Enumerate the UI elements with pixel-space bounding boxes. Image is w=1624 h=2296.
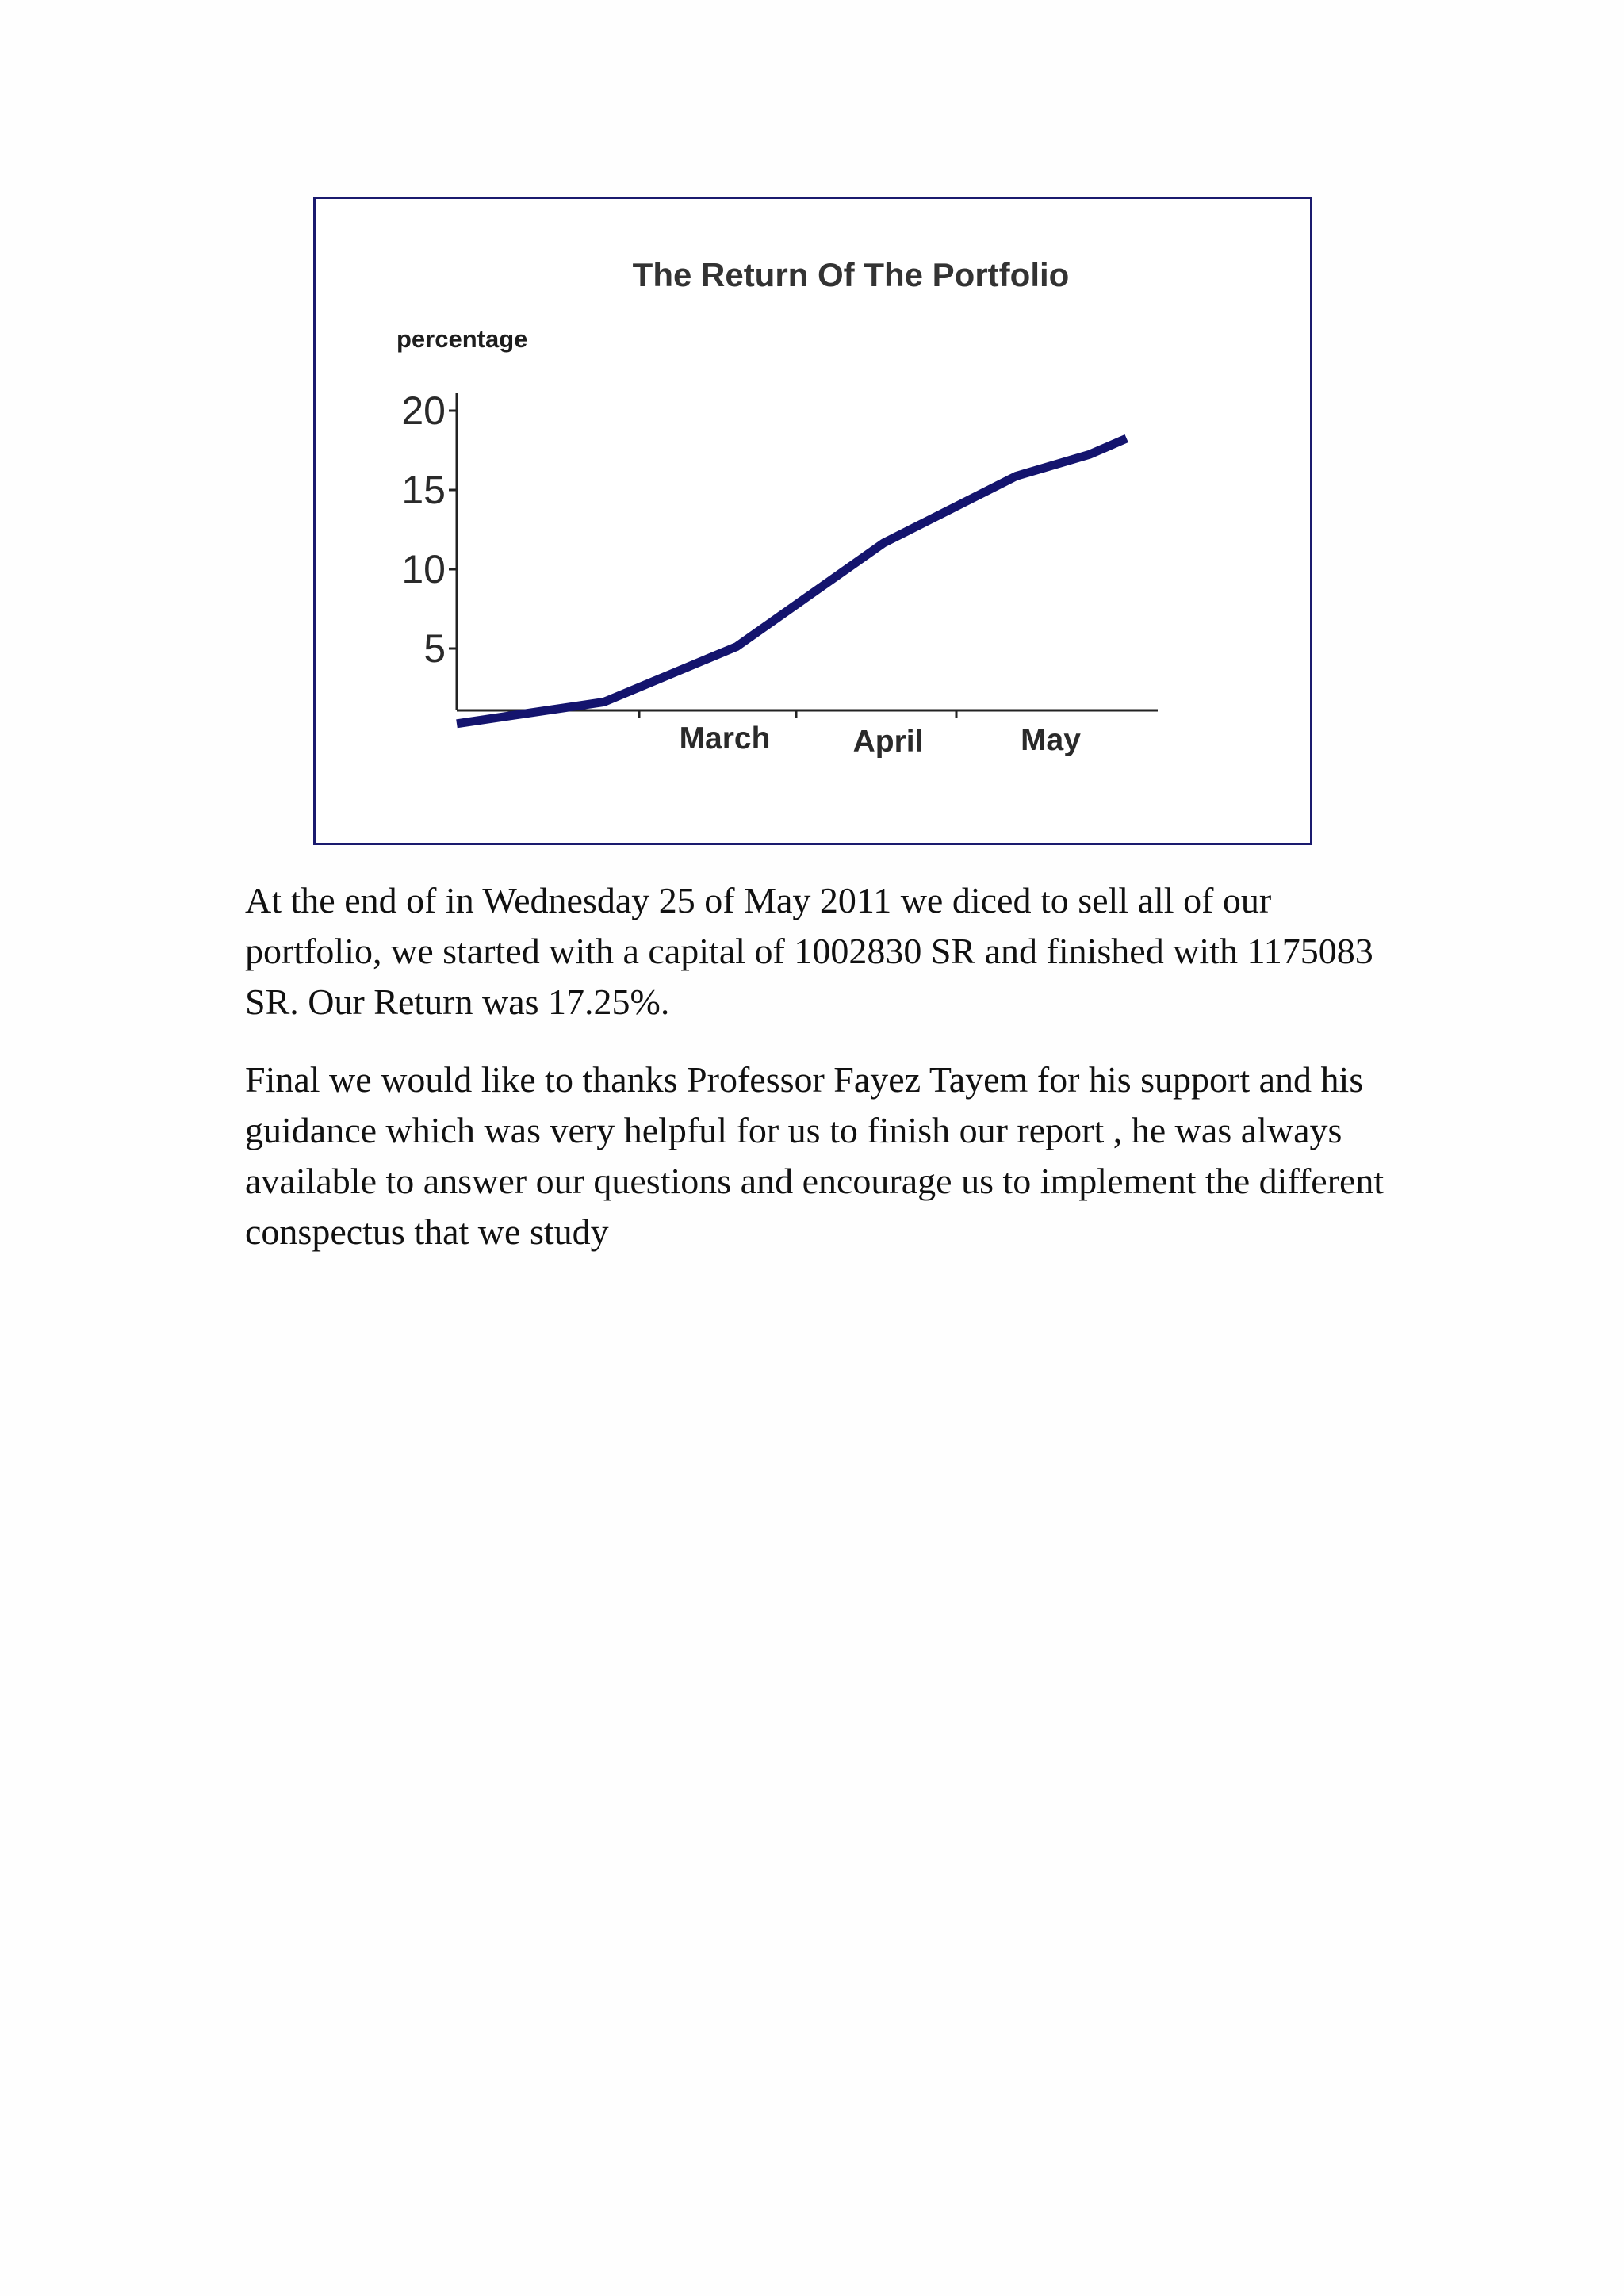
y-tick-label: 15 — [401, 468, 446, 512]
series-line-return — [457, 438, 1127, 724]
x-ticks — [639, 710, 1081, 759]
y-tick-label: 5 — [423, 626, 446, 671]
x-tick-label: May — [1021, 723, 1081, 757]
paragraph-acknowledgement: Final we would like to thanks Professor Fayez Tayem for his support and his guidance which was very helpful for us to finish our report , he was always available to answer our questions and encourage us to implement the different conspectus that we study — [245, 1059, 1385, 1252]
paragraph-conclusion: At the end of in Wednesday 25 of May 2011 we diced to sell all of our portfolio, we started with a capital of 1002830 SR and finished with 1175083 SR. Our Return was 17.25%. — [245, 880, 1373, 1022]
y-ticks — [401, 388, 457, 671]
x-tick-label: March — [679, 721, 771, 756]
y-axis-label: percentage — [396, 325, 528, 353]
chart-figure — [313, 197, 1312, 845]
series-layer — [457, 438, 1127, 724]
line-chart — [316, 199, 1310, 843]
y-tick-label: 10 — [401, 547, 446, 591]
x-tick-label: April — [852, 725, 924, 759]
y-tick-label: 20 — [401, 388, 446, 433]
chart-title: The Return Of The Portfolio — [632, 256, 1070, 293]
